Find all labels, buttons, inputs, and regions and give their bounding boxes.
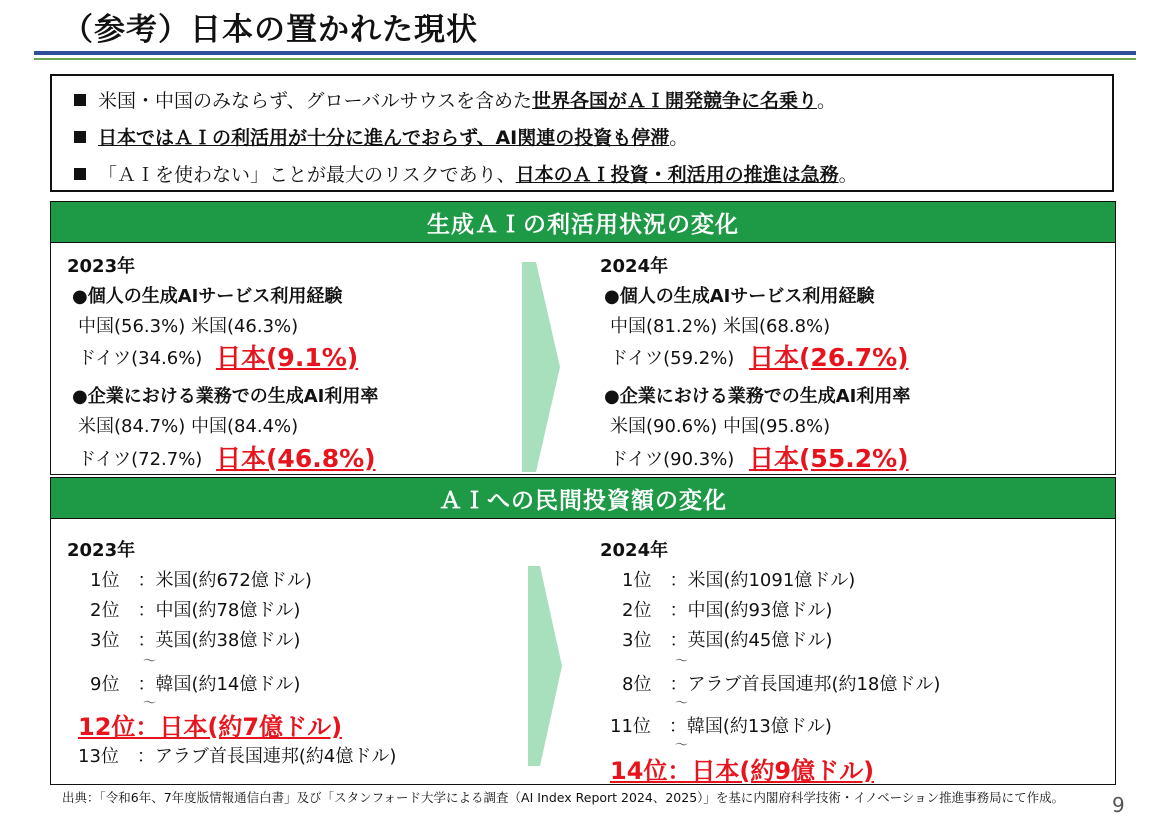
- section-usage-header: 生成ＡＩの利活用状況の変化: [50, 201, 1116, 243]
- year-label: 2024年: [600, 256, 669, 277]
- ellipsis-tilde: ～: [675, 696, 689, 711]
- title-rule-green: [34, 58, 1136, 60]
- ranking-row: 11位 ：韓国(約13億ドル): [610, 716, 832, 737]
- ranking-row: 2位 ：中国(約78億ドル): [90, 600, 301, 621]
- ellipsis-tilde: ～: [675, 738, 689, 753]
- personal-usage-line: ドイツ(34.6%): [78, 348, 203, 369]
- ellipsis-tilde: ～: [675, 654, 689, 669]
- personal-usage-line: 中国(56.3%) 米国(46.3%): [78, 316, 299, 337]
- page-title: （参考）日本の置かれた現状: [62, 12, 478, 48]
- personal-usage-line: 中国(81.2%) 米国(68.8%): [610, 316, 831, 337]
- corporate-usage-heading: ●企業における業務での生成AI利用率: [604, 386, 911, 407]
- ranking-row: 1位 ：米国(約672億ドル): [90, 570, 312, 591]
- japan-corporate-usage: 日本(55.2%): [749, 444, 909, 473]
- personal-usage-heading: ●個人の生成AIサービス利用経験: [72, 286, 343, 307]
- japan-corporate-usage: 日本(46.8%): [216, 444, 376, 473]
- ranking-row: 13位 ：アラブ首長国連邦(約4億ドル): [78, 746, 397, 767]
- personal-usage-heading: ●個人の生成AIサービス利用経験: [604, 286, 875, 307]
- year-label: 2024年: [600, 540, 669, 561]
- corporate-usage-heading: ●企業における業務での生成AI利用率: [72, 386, 379, 407]
- bullet-emphasis: 日本のＡＩ投資・利活用の推進は急務: [515, 164, 839, 186]
- ranking-row: 9位 ：韓国(約14億ドル): [90, 674, 301, 695]
- square-bullet-icon: [74, 131, 86, 143]
- square-bullet-icon: [74, 168, 86, 180]
- ranking-row: 3位 ：英国(約45億ドル): [622, 630, 833, 651]
- bullet-2: [74, 123, 688, 150]
- bullet-text: 「ＡＩを使わない」ことが最大のリスクであり、: [98, 164, 516, 186]
- chevron-right-icon: [522, 262, 562, 472]
- ellipsis-tilde: ～: [143, 696, 157, 711]
- corporate-usage-line: ドイツ(90.3%): [610, 449, 735, 470]
- japan-ranking: 14位：日本(約9億ドル): [610, 757, 875, 785]
- section-investment-header: ＡＩへの民間投資額の変化: [50, 477, 1116, 519]
- corporate-usage-line: ドイツ(72.7%): [78, 449, 203, 470]
- ranking-row: 2位 ：中国(約93億ドル): [622, 600, 833, 621]
- title-rule-blue: [34, 51, 1136, 55]
- bullet-1: [74, 86, 836, 113]
- source-footnote: 出典：「令和6年、7年度版情報通信白書」及び「スタンフォード大学による調査（AI Index Report 2024、2025）」を基に内閣府科学技術・イノベーション推進事務局にて作成。: [62, 790, 1065, 805]
- ranking-row: 8位 ：アラブ首長国連邦(約18億ドル): [622, 674, 941, 695]
- ellipsis-tilde: ～: [143, 654, 157, 669]
- chevron-right-icon: [528, 566, 564, 766]
- page-number: 9: [1112, 793, 1125, 817]
- bullet-end: 。: [838, 164, 858, 186]
- bullet-text: 米国・中国のみならず、グローバルサウスを含めた: [98, 90, 532, 112]
- corporate-usage-line: 米国(84.7%) 中国(84.4%): [78, 416, 299, 437]
- japan-personal-usage: 日本(26.7%): [749, 343, 909, 372]
- ranking-row: 1位 ：米国(約1091億ドル): [622, 570, 856, 591]
- japan-personal-usage: 日本(9.1%): [216, 343, 359, 372]
- japan-ranking: 12位：日本(約7億ドル): [78, 713, 343, 741]
- bullet-emphasis: 日本ではＡＩの利活用が十分に進んでおらず、AI関連の投資も停滞: [98, 127, 670, 149]
- year-label: 2023年: [67, 540, 136, 561]
- bullet-emphasis: 世界各国がＡＩ開発競争に名乗り: [531, 90, 817, 112]
- square-bullet-icon: [74, 94, 86, 106]
- bullet-end: 。: [816, 90, 836, 112]
- corporate-usage-line: 米国(90.6%) 中国(95.8%): [610, 416, 831, 437]
- ranking-row: 3位 ：英国(約38億ドル): [90, 630, 301, 651]
- year-label: 2023年: [67, 256, 136, 277]
- bullet-end: 。: [669, 127, 689, 149]
- personal-usage-line: ドイツ(59.2%): [610, 348, 735, 369]
- section-usage-panel: [50, 243, 1116, 475]
- bullet-3: [74, 160, 858, 187]
- summary-box: [50, 74, 1114, 192]
